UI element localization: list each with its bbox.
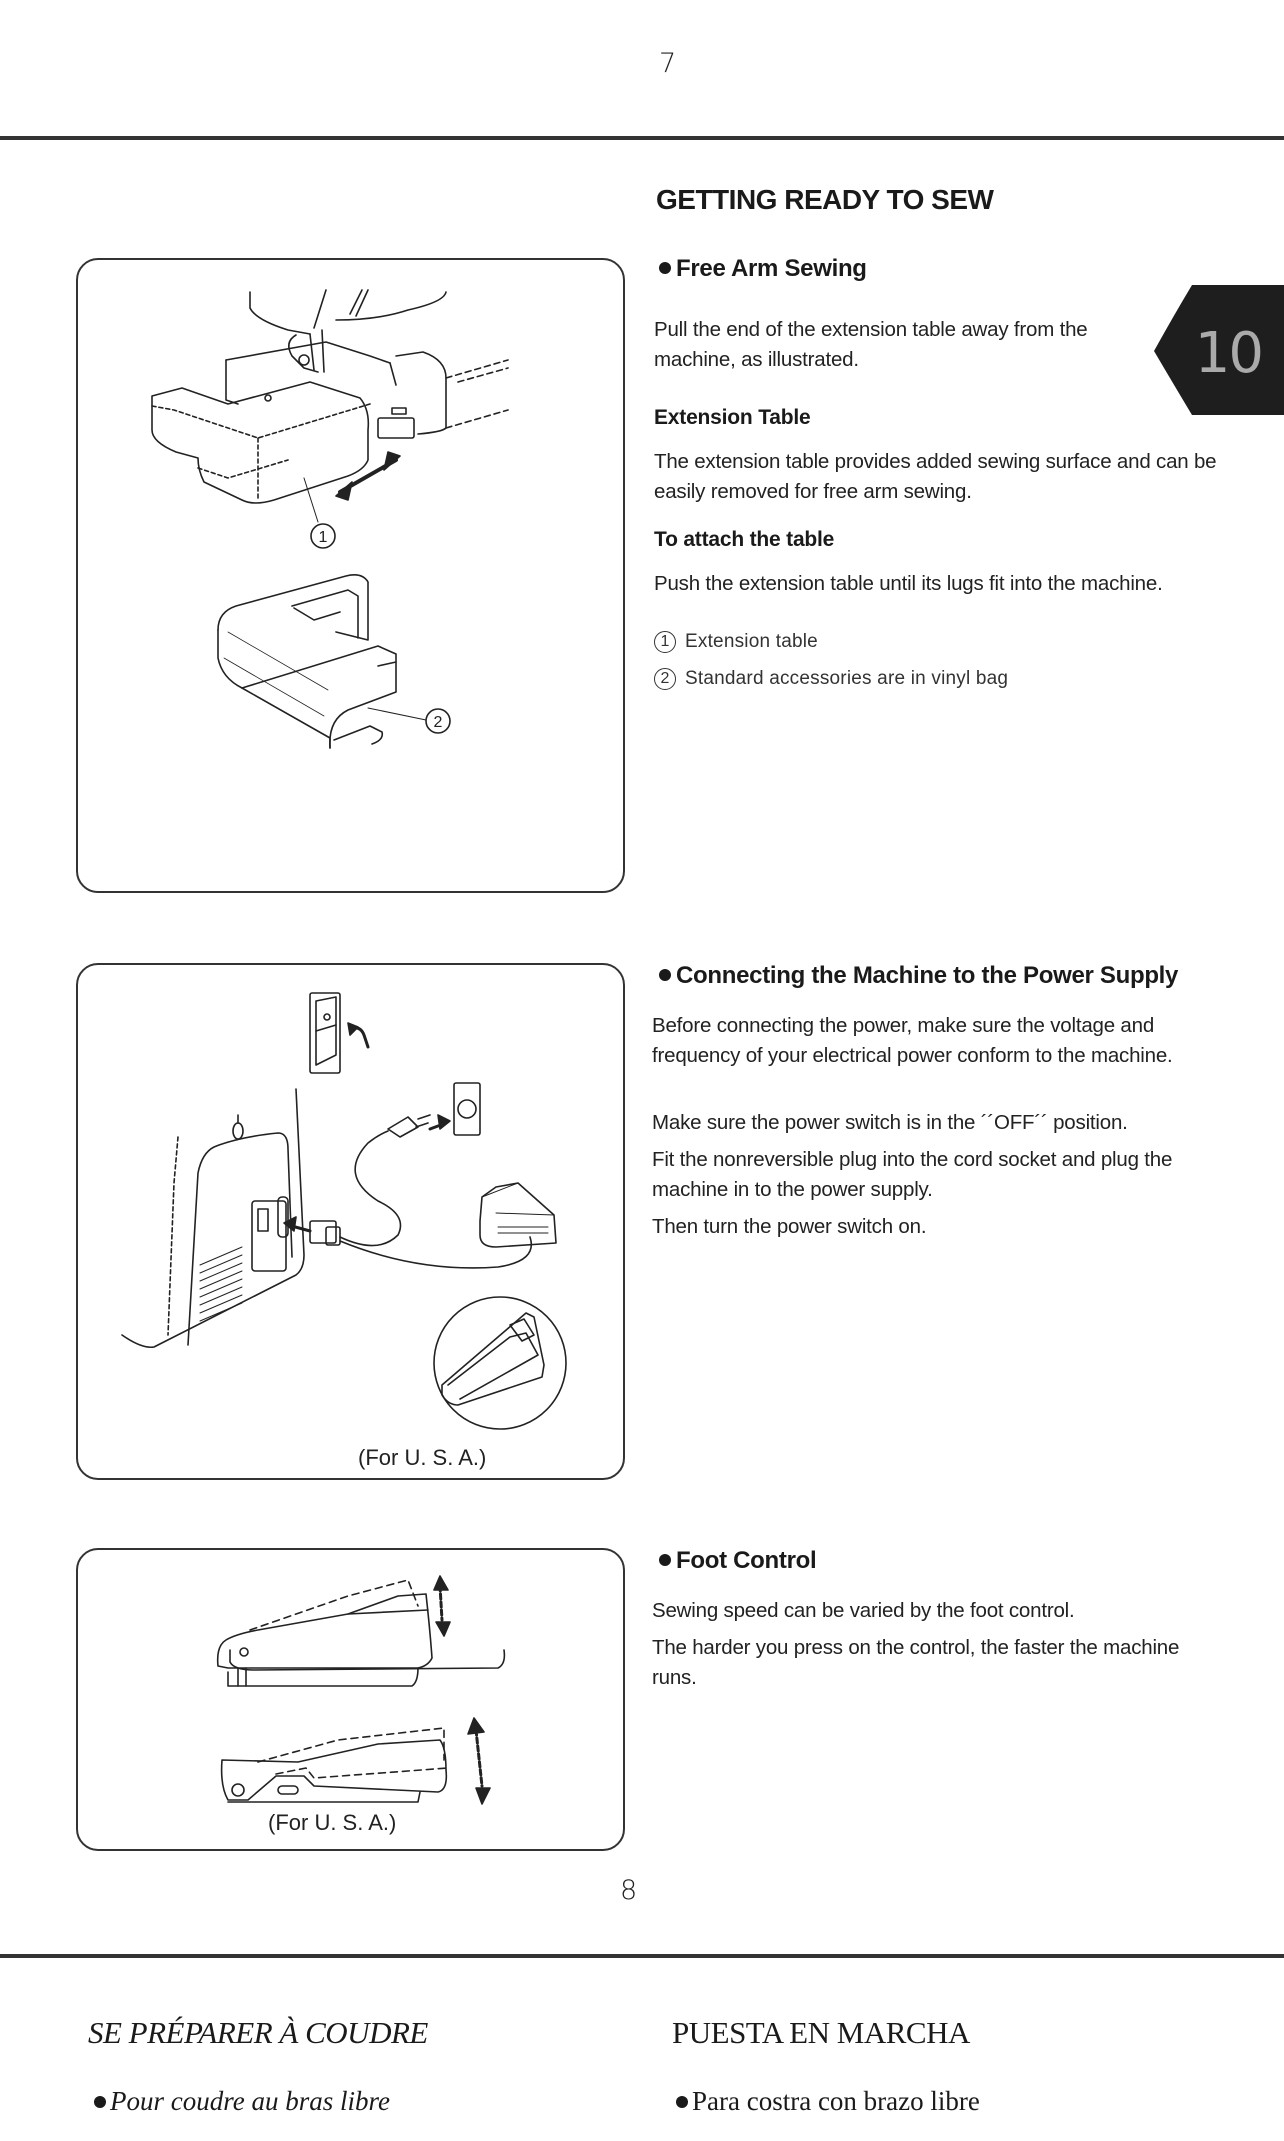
spanish-subheading: Para costra con brazo libre [674, 2086, 980, 2117]
power-paragraph-4: Then turn the power switch on. [652, 1215, 927, 1238]
section-free-arm [656, 255, 1216, 283]
chapter-tab [1154, 285, 1284, 415]
legend-item-2: 2 Standard accessories are in vinyl bag [654, 668, 1008, 690]
bullet-icon [659, 1554, 671, 1566]
power-figure-caption: (For U. S. A.) [358, 1445, 487, 1470]
attach-table-heading: To attach the table [654, 528, 835, 551]
figure-power-supply [76, 963, 625, 1480]
power-paragraph-3: Fit the nonreversible plug into the cord socket and plug the machine in to the power supply. [652, 1148, 1173, 1201]
section-power-supply [656, 962, 1216, 990]
circled-number-icon: 1 [654, 631, 676, 653]
bullet-icon [659, 262, 671, 274]
extension-table-heading: Extension Table [654, 406, 811, 429]
figure-foot-control [76, 1548, 625, 1851]
bottom-divider [0, 1954, 1284, 1958]
bullet-icon [659, 969, 671, 981]
top-page-number: 7 [659, 48, 677, 79]
foot-paragraph-1: Sewing speed can be varied by the foot control. [652, 1599, 1075, 1622]
bullet-icon [676, 2096, 688, 2108]
foot-control-heading: Foot Control [656, 1547, 1216, 1575]
french-subheading: Pour coudre au bras libre [92, 2086, 390, 2117]
legend-item-1: 1 Extension table [654, 631, 818, 653]
bottom-page-number: 8 [620, 1875, 638, 1906]
spanish-title: PUESTA EN MARCHA [672, 2015, 970, 2050]
french-title: SE PRÉPARER À COUDRE [88, 2015, 428, 2050]
figure-free-arm [76, 258, 625, 893]
foot-figure-caption: (For U. S. A.) [268, 1810, 397, 1835]
foot-control-illustration-icon [78, 1550, 625, 1851]
page-title: GETTING READY TO SEW [656, 184, 994, 215]
svg-text:2: 2 [433, 714, 443, 731]
bullet-icon [94, 2096, 106, 2108]
svg-text:1: 1 [318, 529, 328, 546]
attach-table-text: Push the extension table until its lugs fit into the machine. [654, 572, 1163, 595]
free-arm-intro: Pull the end of the extension table away from the machine, as illustrated. [654, 318, 1088, 371]
top-divider [0, 136, 1284, 140]
section-foot-control [656, 1547, 1216, 1575]
power-connection-illustration-icon [78, 965, 625, 1480]
extension-table-illustration-icon [78, 260, 625, 893]
power-supply-heading: Connecting the Machine to the Power Supply [656, 962, 1216, 990]
extension-table-text: The extension table provides added sewing surface and can be easily removed for free arm sewing. [654, 450, 1217, 503]
circled-number-icon: 2 [654, 668, 676, 690]
free-arm-heading: Free Arm Sewing [656, 255, 1216, 283]
power-paragraph-2: Make sure the power switch is in the ´´OFF´´ position. [652, 1111, 1128, 1134]
foot-paragraph-2: The harder you press on the control, the faster the machine runs. [652, 1636, 1180, 1689]
power-paragraph-1: Before connecting the power, make sure the voltage and frequency of your electrical power conform to the machine. [652, 1014, 1173, 1067]
chapter-tab-number: 10 [1194, 321, 1262, 386]
